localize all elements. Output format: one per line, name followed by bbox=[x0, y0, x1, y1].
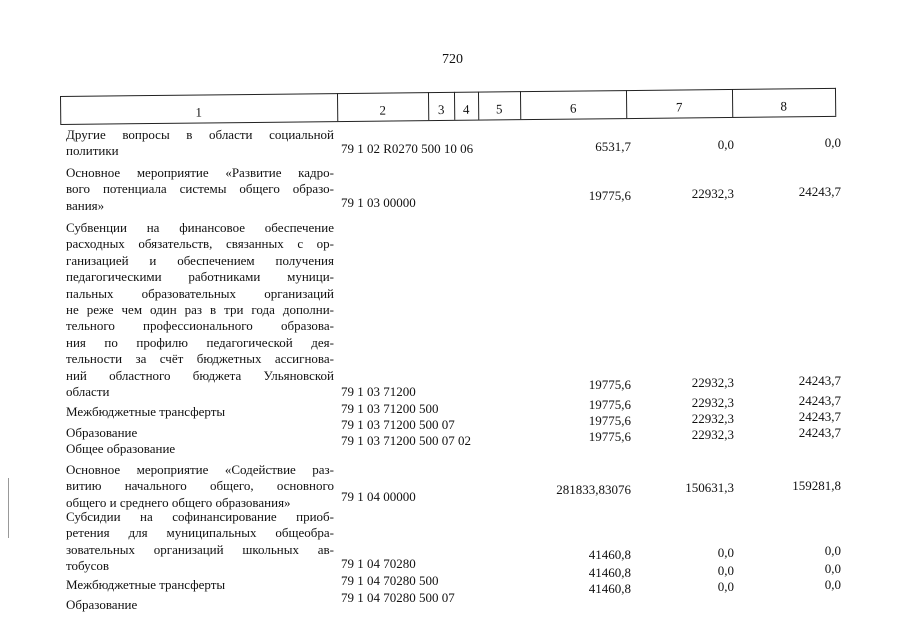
row-code: 79 1 04 70280 500 bbox=[341, 573, 439, 588]
row-value-col8: 24243,7 bbox=[798, 373, 841, 388]
row-value-col7: 0,0 bbox=[717, 545, 734, 560]
row-description-line: тельного профессионального образова- bbox=[66, 318, 334, 334]
row-description-line: не реже чем один раз в три года дополни- bbox=[66, 302, 334, 317]
header-col-3: 3 bbox=[437, 101, 445, 118]
row-value-col7: 22932,3 bbox=[691, 411, 734, 426]
row-value-col8: 0,0 bbox=[824, 561, 841, 576]
row-description-line: ретения для муниципальных общеобра- bbox=[66, 525, 334, 541]
row-description-line: Основное мероприятие «Развитие кадро- bbox=[66, 165, 334, 180]
header-col-8: 8 bbox=[780, 98, 787, 114]
row-value-col6: 41460,8 bbox=[588, 581, 631, 596]
row-description-line: Общее образование bbox=[66, 441, 176, 456]
header-col-4: 4 bbox=[462, 101, 470, 117]
row-description-line: вого потенциала системы общего образо- bbox=[66, 181, 334, 197]
row-value-col6: 41460,8 bbox=[588, 547, 631, 562]
row-description-line: общего и среднего общего образования» bbox=[66, 494, 291, 510]
row-value-col6: 19775,6 bbox=[588, 429, 631, 444]
row-description-line: педагогическими работниками муници- bbox=[66, 269, 334, 285]
row-code: 79 1 04 00000 bbox=[341, 489, 416, 504]
header-col-5: 5 bbox=[495, 101, 503, 117]
header-col-1: 1 bbox=[195, 104, 203, 120]
row-value-col8: 24243,7 bbox=[798, 409, 841, 424]
row-value-col6: 41460,8 bbox=[588, 565, 631, 580]
row-value-col8: 0,0 bbox=[824, 543, 841, 558]
row-value-col6: 19775,6 bbox=[588, 377, 631, 392]
header-col-6: 6 bbox=[569, 100, 577, 116]
row-value-col7: 150631,3 bbox=[685, 480, 734, 495]
row-description-line: ний областного бюджета Ульяновской bbox=[66, 367, 334, 383]
row-description-line: Основное мероприятие «Содействие раз- bbox=[66, 462, 334, 477]
row-value-col7: 22932,3 bbox=[691, 395, 734, 410]
row-description-line: политики bbox=[66, 143, 119, 159]
row-code: 79 1 03 71200 500 07 02 bbox=[341, 433, 471, 448]
header-col-2: 2 bbox=[379, 102, 386, 118]
row-value-col8: 24243,7 bbox=[798, 425, 841, 440]
row-description-line: тобусов bbox=[66, 558, 110, 574]
row-code: 79 1 02 R0270 500 10 06 bbox=[341, 141, 474, 156]
page-number: 720 bbox=[442, 52, 463, 67]
row-description-line: Другие вопросы в области социальной bbox=[66, 127, 334, 142]
row-code: 79 1 04 70280 bbox=[341, 556, 416, 571]
row-description-line: Межбюджетные трансферты bbox=[66, 404, 226, 419]
row-description-line: Субсидии на софинансирование приоб- bbox=[66, 509, 334, 524]
row-description-line: Образование bbox=[66, 597, 138, 612]
row-description-line: ганизацией и обеспечением получения bbox=[66, 252, 334, 268]
row-description-line: пальных образовательных организаций bbox=[66, 285, 334, 301]
row-value-col6: 19775,6 bbox=[588, 413, 631, 428]
row-code: 79 1 03 71200 500 07 bbox=[341, 417, 455, 432]
header-col-7: 7 bbox=[675, 99, 683, 115]
row-value-col7: 22932,3 bbox=[691, 375, 734, 390]
row-code: 79 1 03 00000 bbox=[341, 195, 416, 210]
row-value-col8: 0,0 bbox=[824, 135, 841, 150]
row-value-col7: 22932,3 bbox=[691, 186, 734, 201]
row-description-line: расходных обязательств, связанных с ор- bbox=[66, 236, 334, 252]
row-description-line: тельности за счёт бюджетных ассигнова- bbox=[66, 351, 334, 367]
row-description-line: Субвенции на финансовое обеспечение bbox=[66, 220, 334, 235]
row-code: 79 1 04 70280 500 07 bbox=[341, 590, 455, 605]
row-value-col8: 24243,7 bbox=[798, 393, 841, 408]
row-value-col7: 0,0 bbox=[717, 137, 734, 152]
row-value-col7: 0,0 bbox=[717, 563, 734, 578]
row-value-col7: 22932,3 bbox=[691, 427, 734, 442]
row-value-col8: 0,0 bbox=[824, 577, 841, 592]
row-description-line: вания» bbox=[66, 197, 105, 213]
row-description-line: области bbox=[66, 384, 110, 399]
row-description-line: Образование bbox=[66, 425, 138, 440]
row-code: 79 1 03 71200 500 bbox=[341, 401, 439, 416]
row-code: 79 1 03 71200 bbox=[341, 384, 416, 399]
row-value-col8: 24243,7 bbox=[798, 184, 841, 199]
row-description-line: ния по профилю педагогической дея- bbox=[66, 334, 334, 350]
row-description-line: витию начального общего, основного bbox=[66, 478, 334, 494]
row-description-line: Межбюджетные трансферты bbox=[66, 577, 226, 592]
row-description-line: зовательных организаций школьных ав- bbox=[66, 541, 334, 557]
row-value-col6: 281833,83076 bbox=[556, 482, 631, 497]
row-value-col6: 19775,6 bbox=[588, 188, 631, 203]
row-value-col6: 6531,7 bbox=[595, 139, 631, 154]
row-value-col6: 19775,6 bbox=[588, 397, 631, 412]
row-value-col7: 0,0 bbox=[717, 579, 734, 594]
row-value-col8: 159281,8 bbox=[792, 478, 841, 493]
